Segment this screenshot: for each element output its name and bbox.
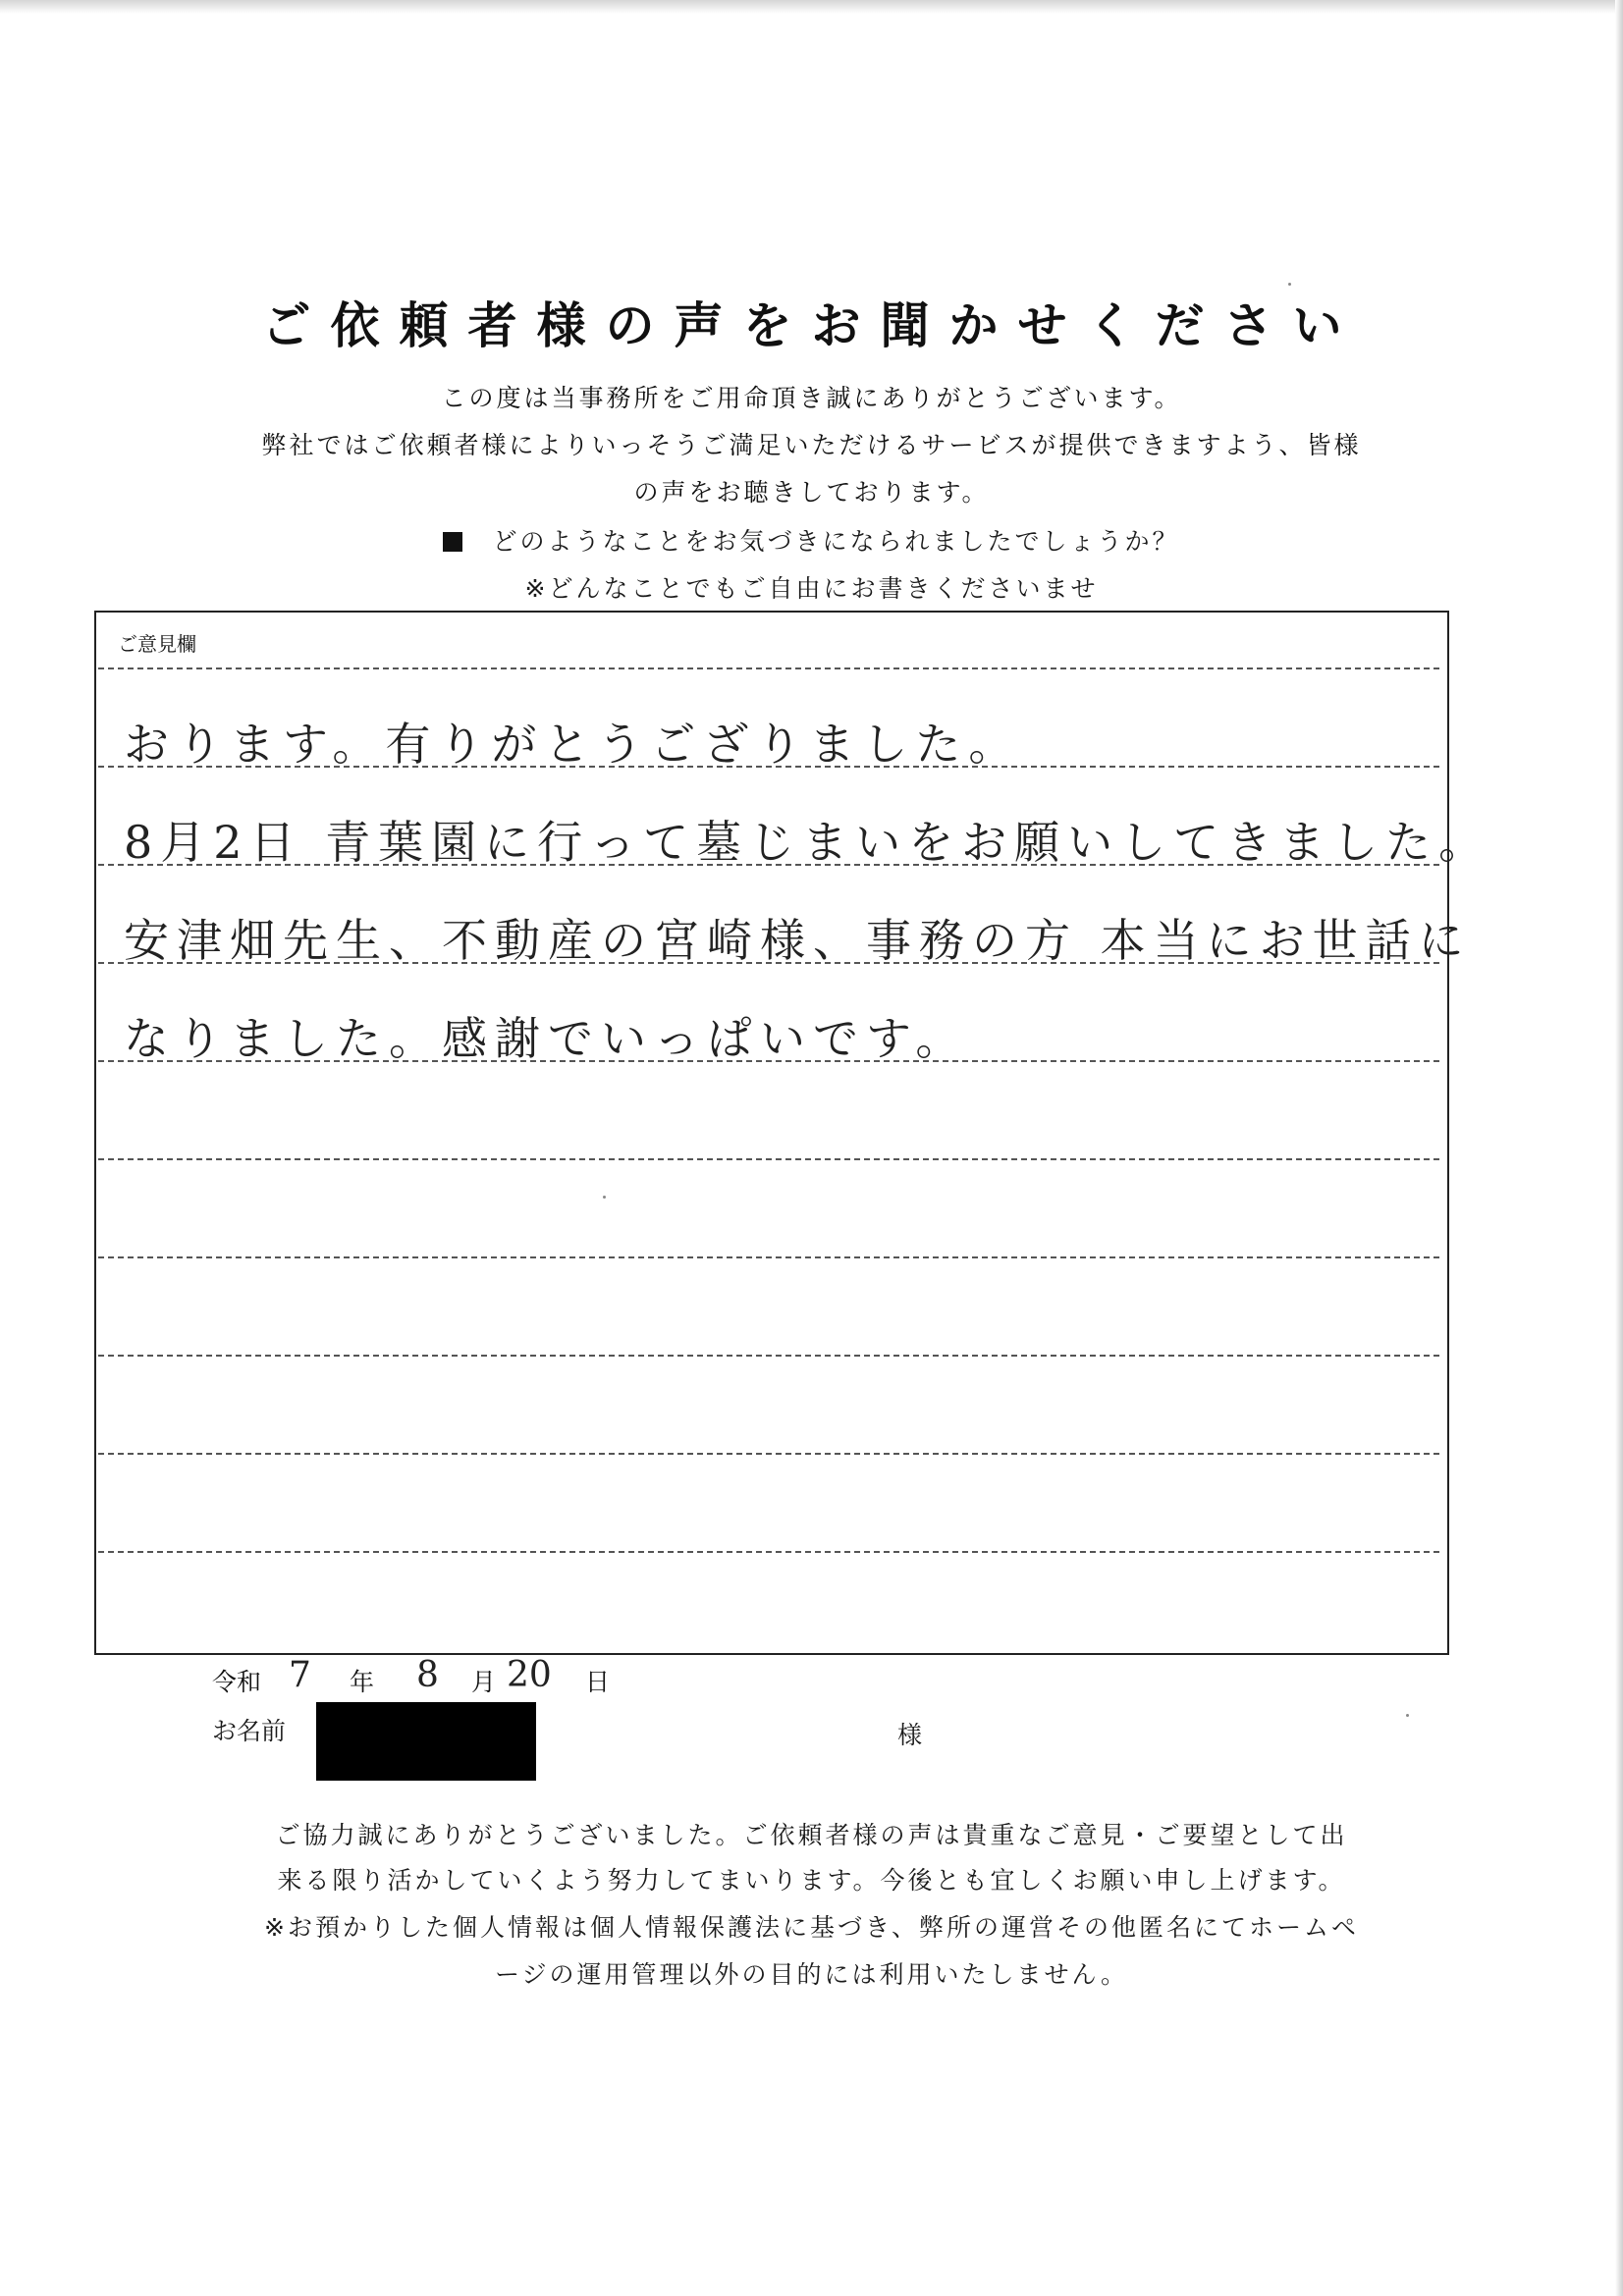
ruled-line	[98, 1453, 1439, 1455]
date-year-unit: 年	[350, 1668, 375, 1696]
name-redaction-block	[316, 1702, 536, 1781]
handwritten-line-2: 8月2日 青葉園に行って墓じまいをお願いしてきました。	[124, 816, 1492, 869]
handwritten-line-4: なりました。感謝でいっぱいです。	[124, 1012, 969, 1065]
closing-line-3: ※お預かりした個人情報は個人情報保護法に基づき、弊所の運営その他匿名にてホームペ	[264, 1913, 1359, 1942]
scan-speck	[1288, 283, 1291, 286]
instruction-note: ※どんなことでもご自由にお書きくださいませ	[524, 574, 1099, 603]
black-square-icon	[443, 532, 462, 552]
opinion-box[interactable]	[94, 611, 1492, 1655]
closing-line-2: 来る限り活かしていくよう努力してまいります。今後とも宜しくお願い申し上げます。	[277, 1866, 1346, 1895]
intro-line-1: この度は当事務所をご用命頂き誠にありがとうございます。	[441, 384, 1182, 412]
ruled-line	[98, 1355, 1439, 1357]
intro-line-2: 弊社ではご依頼者様によりいっそうご満足いただけるサービスが提供できますよう、皆様	[261, 431, 1362, 459]
scan-speck	[1406, 1714, 1409, 1717]
scan-edge-top	[0, 0, 1623, 14]
date-day-unit: 日	[585, 1668, 611, 1696]
scan-speck	[603, 1196, 606, 1199]
ruled-line	[98, 1551, 1439, 1553]
question-text: どのようなことをお気づきになられましたでしょうか？	[492, 527, 1180, 556]
closing-line-1: ご協力誠にありがとうございました。ご依頼者様の声は貴重なご意見・ご要望として出	[275, 1821, 1348, 1849]
name-label: お名前	[212, 1717, 287, 1745]
closing-line-4: ージの運用管理以外の目的には利用いたしません。	[494, 1960, 1128, 1989]
intro-line-3: の声をお聴きしております。	[633, 478, 990, 507]
date-year-value: 7	[289, 1655, 311, 1695]
handwritten-line-1: おります。有りがとうござりました。	[124, 718, 1022, 771]
ruled-line	[98, 1256, 1439, 1258]
date-month-value: 8	[416, 1655, 439, 1695]
date-era: 令和	[212, 1668, 262, 1696]
opinion-box-label: ご意見欄	[118, 632, 196, 656]
date-day-value: 20	[507, 1655, 552, 1695]
question-line	[0, 522, 1623, 558]
name-honorific: 様	[897, 1721, 923, 1749]
date-month-unit: 月	[471, 1668, 497, 1696]
page-title: ご依頼者様の声をお聞かせください	[261, 297, 1362, 354]
ruled-line	[98, 667, 1439, 669]
handwritten-line-3: 安津畑先生、不動産の宮崎様、事務の方 本当にお世話に	[124, 914, 1472, 967]
ruled-line	[98, 1158, 1439, 1160]
